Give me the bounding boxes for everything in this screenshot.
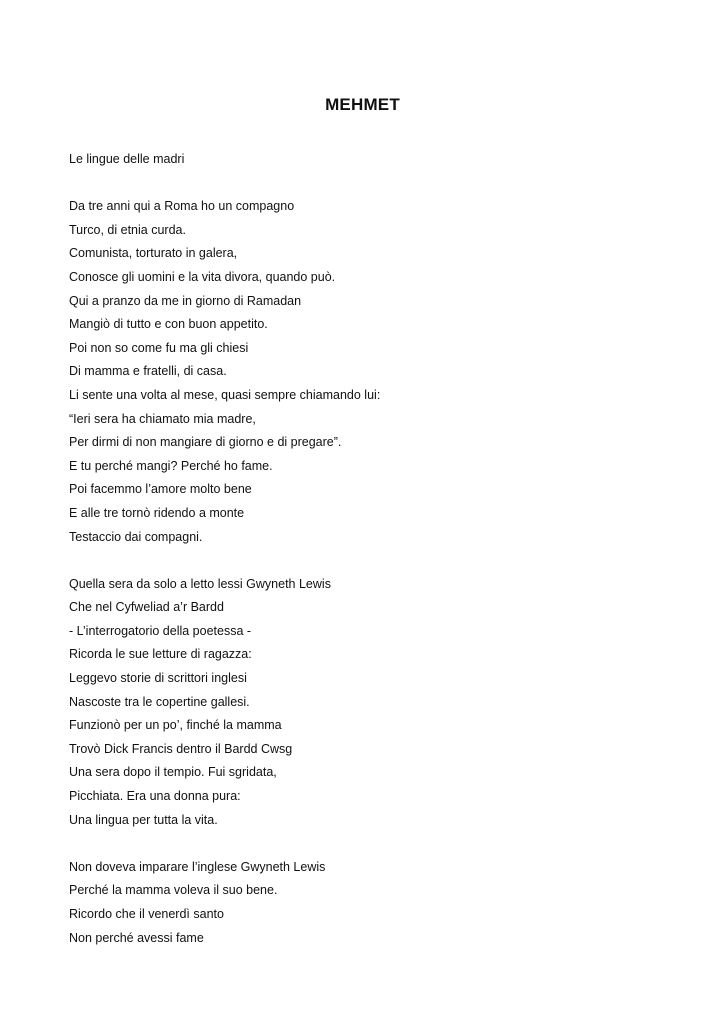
poem-line: Turco, di etnia curda. [69,222,186,237]
poem-line: E alle tre tornò ridendo a monte [69,505,245,520]
poem-body [69,148,669,950]
poem-line: Una sera dopo il tempio. Fui sgridata, [69,765,277,780]
poem-line: E tu perché mangi? Perché ho fame. [69,458,273,473]
poem-line: Per dirmi di non mangiare di giorno e di pregare”. [69,435,342,450]
poem-line: Trovò Dick Francis dentro il Bardd Cwsg [69,741,293,756]
poem-line: Ricordo che il venerdì santo [69,907,224,921]
poem-line: Nascoste tra le copertine gallesi. [69,694,250,709]
poem-subtitle: Le lingue delle madri [69,152,185,166]
stanza-2 [69,573,669,833]
poem-line: Funzionò per un po’, finché la mamma [69,718,282,733]
poem-line: Non perché avessi fame [69,930,204,945]
poem-line: Da tre anni qui a Roma ho un compagno [69,199,295,214]
poem-line: Conosce gli uomini e la vita divora, quando può. [69,269,336,284]
page-title: MEHMET [325,95,400,114]
poem-line: Che nel Cyfweliad a’r Bardd [69,600,224,615]
poem-line: Di mamma e fratelli, di casa. [69,364,227,379]
poem-line: Poi facemmo l’amore molto bene [69,482,252,497]
poem-line: Ricorda le sue letture di ragazza: [69,647,252,662]
stanza-gap [69,832,669,856]
poem-line: Una lingua per tutta la vita. [69,812,218,827]
poem-line: - L’interrogatorio della poetessa - [69,623,252,638]
poem-line: Poi non so come fu ma gli chiesi [69,340,249,355]
poem-line: Quella sera da solo a letto lessi Gwyneth Lewis [69,576,331,591]
poem-line: Li sente una volta al mese, quasi sempre chiamando lui: [69,387,381,402]
stanza-gap [69,172,669,196]
poem-line: Non doveva imparare l’inglese Gwyneth Lewis [69,859,326,874]
poem-line: Mangiò di tutto e con buon appetito. [69,317,268,332]
poem-line: Testaccio dai compagni. [69,529,203,544]
poem-line: Leggevo storie di scrittori inglesi [69,671,247,686]
stanza-3 [69,856,669,950]
stanza-1 [69,195,669,549]
stanza-gap [69,549,669,573]
poem-line: Picchiata. Era una donna pura: [69,789,241,804]
poem-line: Qui a pranzo da me in giorno di Ramadan [69,293,302,308]
poem-line: Comunista, torturato in galera, [69,246,238,261]
poem-line: “Ieri sera ha chiamato mia madre, [69,411,256,426]
poem-line: Perché la mamma voleva il suo bene. [69,883,278,898]
